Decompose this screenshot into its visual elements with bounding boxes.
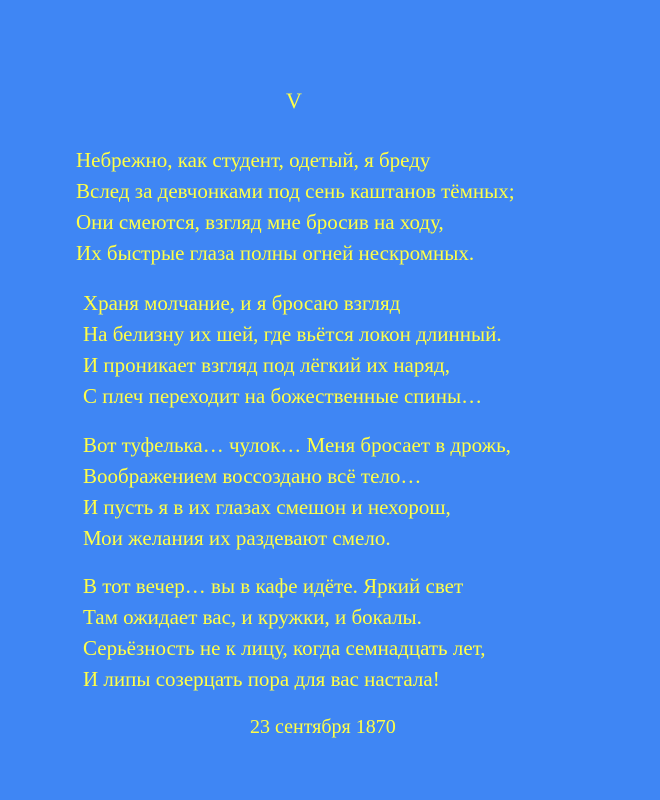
stanza-line: Они смеются, взгляд мне бросив на ходу, <box>76 210 444 234</box>
stanza-line: Серьёзность не к лицу, когда семнадцать лет, <box>83 636 486 660</box>
stanza-line: Мои желания их раздевают смело. <box>83 526 391 550</box>
stanza-line: Небрежно, как студент, одетый, я бреду <box>76 148 431 172</box>
stanza-line: И пусть я в их глазах смешон и нехорош, <box>83 495 451 519</box>
stanza-1 <box>76 145 515 269</box>
poem-date: 23 сентября 1870 <box>250 716 396 738</box>
stanza-3 <box>83 430 511 554</box>
stanza-4 <box>83 571 486 695</box>
stanza-line: Храня молчание, и я бросаю взгляд <box>83 291 401 315</box>
stanza-line: С плеч переходит на божественные спины… <box>83 384 483 408</box>
stanza-line: Их быстрые глаза полны огней нескромных. <box>76 241 475 265</box>
stanza-line: Там ожидает вас, и кружки, и бокалы. <box>83 605 422 629</box>
stanza-line: И липы созерцать пора для вас настала! <box>83 667 440 691</box>
stanza-line: В тот вечер… вы в кафе идёте. Яркий свет <box>83 574 464 598</box>
stanza-line: Вслед за девчонками под сень каштанов тёмных; <box>76 179 515 203</box>
poem-title: V <box>286 88 303 113</box>
stanza-line: На белизну их шей, где вьётся локон длинный. <box>83 322 502 346</box>
stanza-2 <box>83 288 502 412</box>
stanza-line: Вот туфелька… чулок… Меня бросает в дрожь, <box>83 433 511 457</box>
stanza-line: И проникает взгляд под лёгкий их наряд, <box>83 353 450 377</box>
stanza-line: Воображением воссоздано всё тело… <box>83 464 422 488</box>
